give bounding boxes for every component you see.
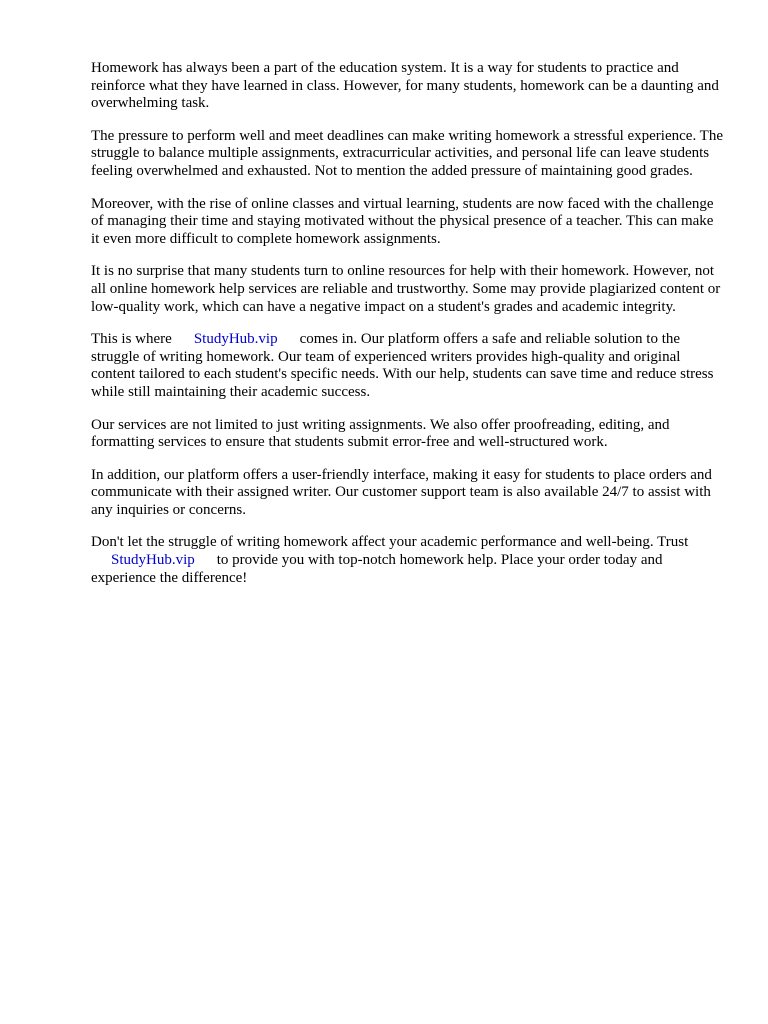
paragraph-studyhub-intro-after: comes in. Our platform offers a safe and reliable solution to the struggle of writing homework. Our team of experienced writers provides high-quality and original content tailored to each student's specific needs. With our help, students can save time and reduce stress while still maintaining their academic success. — [91, 331, 714, 400]
paragraph-studyhub-intro-before: This is where — [91, 331, 172, 348]
paragraph-online-resources: It is no surprise that many students turn to online resources for help with their homework. However, not all online homework help services are reliable and trustworthy. Some may provide plagiarized content or low-quality work, which can have a negative impact on a student's grades and academic integrity. — [91, 263, 721, 315]
paragraph-online-classes: Moreover, with the rise of online classes and virtual learning, students are now faced with the challenge of managing their time and staying motivated without the physical presence of a teacher. This can make it even more difficult to complete homework assignments. — [91, 195, 714, 247]
paragraph-closing-before: Don't let the struggle of writing homework affect your academic performance and well-being. Trust — [91, 534, 689, 551]
paragraph-closing — [91, 534, 723, 587]
document-page — [91, 60, 723, 602]
paragraph-services: Our services are not limited to just writing assignments. We also offer proofreading, editing, and formatting services to ensure that students submit error-free and well-structured work. — [91, 416, 670, 451]
paragraph-platform: In addition, our platform offers a user-friendly interface, making it easy for students to place orders and communicate with their assigned writer. Our customer support team is also available 24/7 to assist with any inquiries or concerns. — [91, 466, 712, 518]
paragraph-pressure: The pressure to perform well and meet deadlines can make writing homework a stressful experience. The struggle to balance multiple assignments, extracurricular activities, and personal life can leave students feeling overwhelmed and exhausted. Not to mention the added pressure of maintaining good grades. — [91, 127, 723, 179]
studyhub-link[interactable]: StudyHub.vip — [193, 331, 278, 348]
paragraph-intro: Homework has always been a part of the education system. It is a way for students to practice and reinforce what they have learned in class. However, for many students, homework can be a daunting and overwhelming task. — [91, 60, 719, 112]
studyhub-link-closing[interactable]: StudyHub.vip — [111, 552, 195, 569]
paragraph-closing-after: to provide you with top-notch homework help. Place your order today and experience the difference! — [91, 552, 663, 586]
paragraph-studyhub-intro — [91, 331, 723, 401]
